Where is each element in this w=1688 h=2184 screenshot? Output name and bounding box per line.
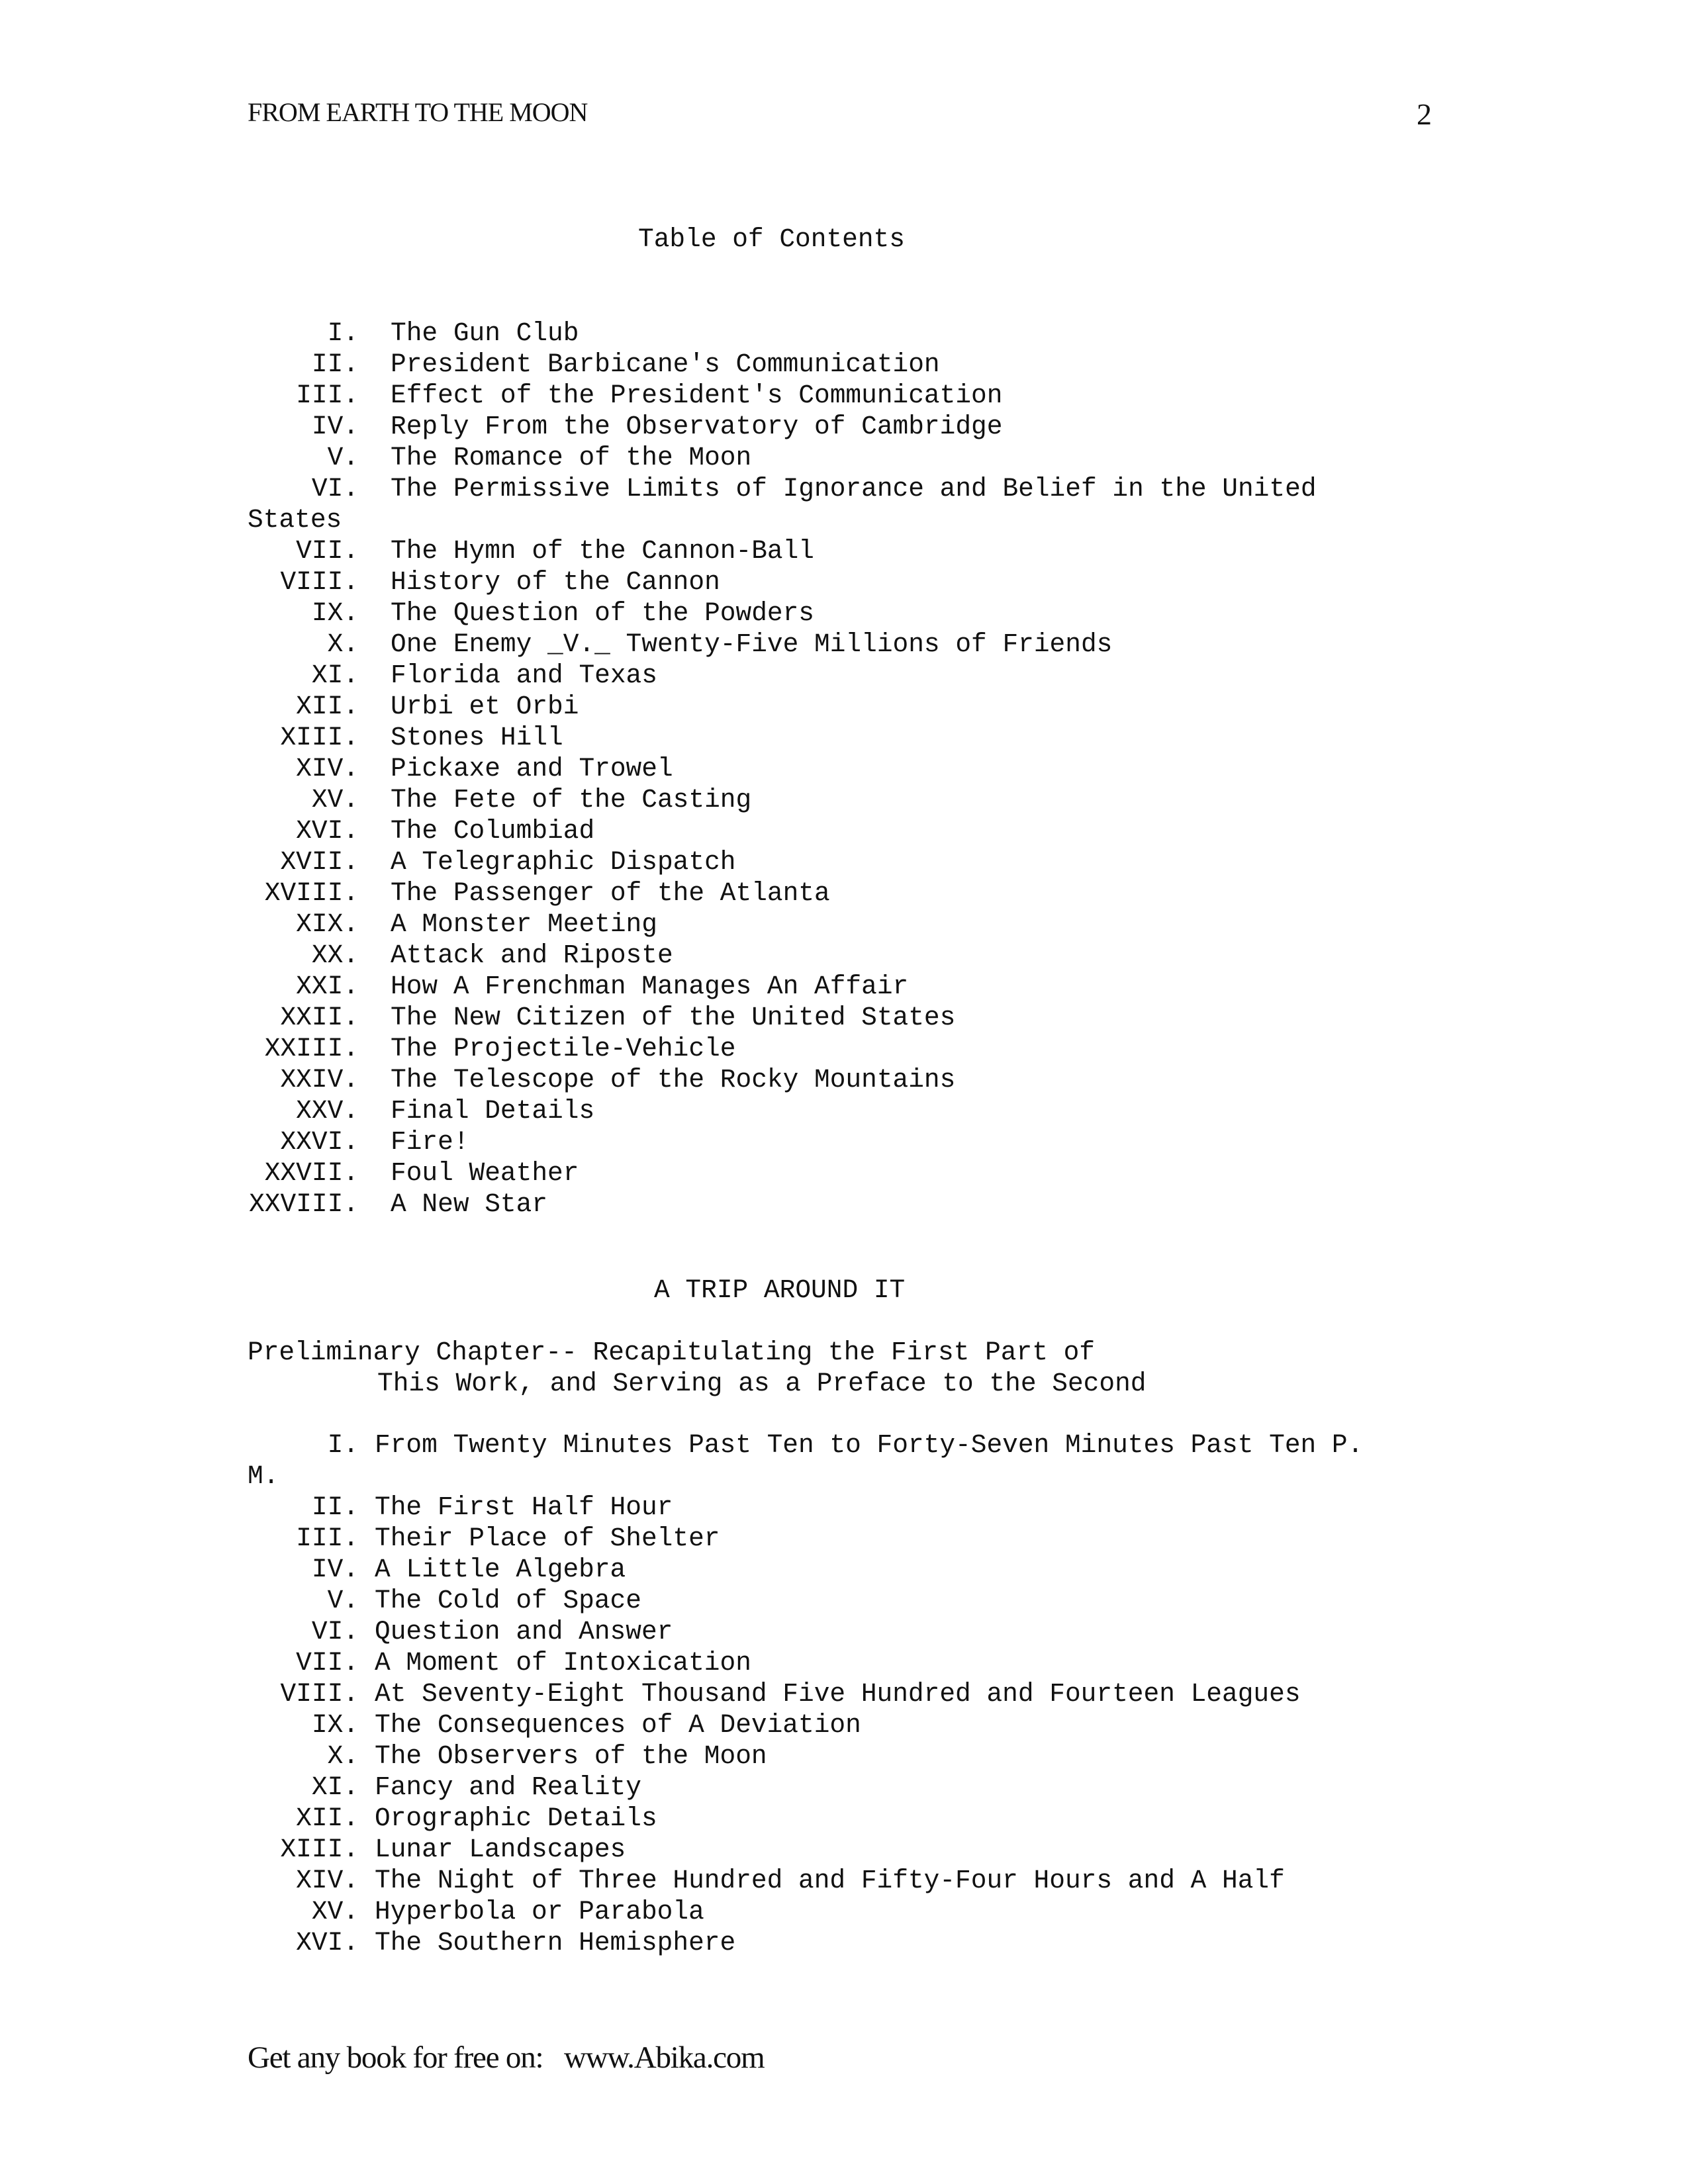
preliminary-chapter-line2: This Work, and Serving as a Preface to the Second: [377, 1369, 1147, 1398]
toc-entry: [248, 1002, 1472, 1033]
toc-entry: [248, 1927, 1472, 1958]
chapter-number: I.: [327, 318, 359, 348]
chapter-number: V.: [327, 443, 359, 473]
toc-entry: [248, 1616, 1472, 1647]
chapter-title-continuation: M.: [248, 1461, 279, 1491]
chapter-number: III.: [296, 381, 359, 410]
chapter-number: XVII.: [280, 847, 359, 877]
toc-entry: [248, 1896, 1472, 1927]
chapter-title: Their Place of Shelter: [375, 1524, 720, 1553]
chapter-title: From Twenty Minutes Past Ten to Forty-Seven Minutes Past Ten P.: [375, 1430, 1364, 1460]
toc-entry: [248, 1158, 1472, 1189]
chapter-number: VII.: [296, 1648, 359, 1678]
chapter-number: IV.: [311, 1555, 359, 1584]
chapter-number: X.: [327, 629, 359, 659]
toc-entry: [248, 1126, 1472, 1158]
toc-entry: [248, 1647, 1472, 1678]
toc-entry: [248, 598, 1472, 629]
chapter-number: XII.: [296, 1803, 359, 1833]
chapter-title: Hyperbola or Parabola: [375, 1897, 704, 1927]
chapter-title: The Columbiad: [391, 816, 595, 846]
chapter-number: XXV.: [296, 1096, 359, 1126]
chapter-number: VIII.: [280, 1679, 359, 1709]
toc-entry: [248, 878, 1472, 909]
chapter-number: XXIV.: [280, 1065, 359, 1095]
chapter-title: How A Frenchman Manages An Affair: [391, 972, 909, 1001]
toc-entry: [248, 380, 1472, 411]
chapter-title: Orographic Details: [375, 1803, 657, 1833]
toc-entry: [248, 535, 1472, 567]
chapter-title: The Fete of the Casting: [391, 785, 752, 815]
chapter-number: XXII.: [280, 1003, 359, 1032]
chapter-title: The Telescope of the Rocky Mountains: [391, 1065, 956, 1095]
part1-toc-list: [248, 318, 1472, 1220]
chapter-title: Final Details: [391, 1096, 595, 1126]
part2-heading: A TRIP AROUND IT: [654, 1275, 906, 1305]
chapter-title: The Observers of the Moon: [375, 1741, 767, 1771]
chapter-title: The Hymn of the Cannon-Ball: [391, 536, 815, 566]
chapter-title: The New Citizen of the United States: [391, 1003, 956, 1032]
toc-heading: Table of Contents: [638, 224, 905, 254]
toc-entry: [248, 971, 1472, 1002]
chapter-number: I.: [327, 1430, 359, 1460]
toc-entry: [248, 411, 1472, 442]
chapter-title: One Enemy _V._ Twenty-Five Millions of Friends: [391, 629, 1113, 659]
chapter-number: XVI.: [296, 816, 359, 846]
chapter-title: Florida and Texas: [391, 660, 657, 690]
chapter-number: IX.: [311, 1710, 359, 1740]
chapter-number: XIV.: [296, 1866, 359, 1895]
chapter-number: XIII.: [280, 723, 359, 752]
toc-entry: [248, 1585, 1472, 1616]
chapter-number: XIX.: [296, 909, 359, 939]
chapter-number: XVI.: [296, 1928, 359, 1958]
chapter-title: The Permissive Limits of Ignorance and Belief in the United: [391, 474, 1317, 504]
chapter-title: A Moment of Intoxication: [375, 1648, 751, 1678]
chapter-number: XIII.: [280, 1835, 359, 1864]
toc-entry: [248, 1095, 1472, 1126]
chapter-title-continuation: States: [248, 505, 342, 535]
toc-entry: [248, 1064, 1472, 1095]
chapter-title: Foul Weather: [391, 1158, 579, 1188]
toc-entry: [248, 660, 1472, 691]
chapter-title: The First Half Hour: [375, 1492, 673, 1522]
chapter-title: A New Star: [391, 1189, 548, 1219]
toc-entry: [248, 722, 1472, 753]
chapter-title: Fire!: [391, 1127, 469, 1157]
chapter-title: The Cold of Space: [375, 1586, 641, 1615]
chapter-title: Stones Hill: [391, 723, 563, 752]
toc-entry: [248, 318, 1472, 349]
chapter-number: VIII.: [280, 567, 359, 597]
chapter-number: XV.: [311, 785, 359, 815]
toc-entry: [248, 1189, 1472, 1220]
chapter-title: History of the Cannon: [391, 567, 720, 597]
toc-entry: [248, 1523, 1472, 1554]
chapter-number: VI.: [311, 1617, 359, 1647]
chapter-number: VII.: [296, 536, 359, 566]
toc-entry: [248, 846, 1472, 878]
chapter-title: Urbi et Orbi: [391, 692, 579, 721]
chapter-number: II.: [311, 1492, 359, 1522]
chapter-title: The Gun Club: [391, 318, 579, 348]
toc-entry: [248, 567, 1472, 598]
chapter-title: The Night of Three Hundred and Fifty-Four Hours and A Half: [375, 1866, 1285, 1895]
toc-entry: [248, 1492, 1472, 1523]
chapter-number: XXIII.: [264, 1034, 359, 1064]
page-number: 2: [1417, 97, 1432, 131]
chapter-number: VI.: [311, 474, 359, 504]
toc-entry: [248, 1772, 1472, 1803]
chapter-title: Reply From the Observatory of Cambridge: [391, 412, 1003, 441]
chapter-title: Attack and Riposte: [391, 940, 673, 970]
toc-entry: [248, 753, 1472, 784]
chapter-title: The Southern Hemisphere: [375, 1928, 736, 1958]
chapter-title: The Romance of the Moon: [391, 443, 752, 473]
chapter-number: III.: [296, 1524, 359, 1553]
chapter-number: V.: [327, 1586, 359, 1615]
toc-entry: [248, 1033, 1472, 1064]
chapter-title: The Question of the Powders: [391, 598, 815, 628]
toc-entry: [248, 349, 1472, 380]
toc-entry: [248, 1678, 1472, 1709]
toc-entry: [248, 442, 1472, 473]
chapter-number: XV.: [311, 1897, 359, 1927]
chapter-title: The Passenger of the Atlanta: [391, 878, 830, 908]
toc-entry: [248, 1741, 1472, 1772]
toc-entry: [248, 1803, 1472, 1834]
toc-entry: [248, 1865, 1472, 1896]
chapter-number: XX.: [311, 940, 359, 970]
toc-entry: [248, 473, 1472, 504]
chapter-number: XII.: [296, 692, 359, 721]
toc-entry: [248, 784, 1472, 815]
toc-entry: [248, 1554, 1472, 1585]
chapter-title: Lunar Landscapes: [375, 1835, 626, 1864]
chapter-title: President Barbicane's Communication: [391, 349, 940, 379]
toc-entry: [248, 691, 1472, 722]
chapter-number: XI.: [311, 1772, 359, 1802]
footer-promo: Get any book for free on: www.Abika.com: [248, 2040, 765, 2075]
chapter-title: Question and Answer: [375, 1617, 673, 1647]
chapter-number: XIV.: [296, 754, 359, 784]
part2-toc-list: [248, 1430, 1472, 1958]
chapter-number: IV.: [311, 412, 359, 441]
chapter-number: II.: [311, 349, 359, 379]
chapter-title: A Telegraphic Dispatch: [391, 847, 736, 877]
toc-entry: [248, 1430, 1472, 1461]
chapter-number: XXVII.: [264, 1158, 359, 1188]
chapter-number: XXVI.: [280, 1127, 359, 1157]
toc-entry: [248, 1834, 1472, 1865]
chapter-number: X.: [327, 1741, 359, 1771]
chapter-title: A Monster Meeting: [391, 909, 657, 939]
chapter-title: Effect of the President's Communication: [391, 381, 1003, 410]
chapter-title: Pickaxe and Trowel: [391, 754, 673, 784]
chapter-title: The Consequences of A Deviation: [375, 1710, 861, 1740]
chapter-number: IX.: [311, 598, 359, 628]
toc-entry: [248, 1709, 1472, 1741]
chapter-title: The Projectile-Vehicle: [391, 1034, 736, 1064]
chapter-number: XI.: [311, 660, 359, 690]
toc-entry: [248, 629, 1472, 660]
running-header-title: FROM EARTH TO THE MOON: [248, 97, 588, 127]
chapter-title: A Little Algebra: [375, 1555, 626, 1584]
toc-entry: [248, 909, 1472, 940]
chapter-title: Fancy and Reality: [375, 1772, 641, 1802]
chapter-number: XXVIII.: [249, 1189, 359, 1219]
chapter-number: XXI.: [296, 972, 359, 1001]
toc-entry: [248, 815, 1472, 846]
preliminary-chapter-line1: Preliminary Chapter-- Recapitulating the First Part of: [248, 1338, 1096, 1367]
chapter-title: At Seventy-Eight Thousand Five Hundred and Fourteen Leagues: [375, 1679, 1301, 1709]
toc-entry: [248, 940, 1472, 971]
chapter-number: XVIII.: [264, 878, 359, 908]
